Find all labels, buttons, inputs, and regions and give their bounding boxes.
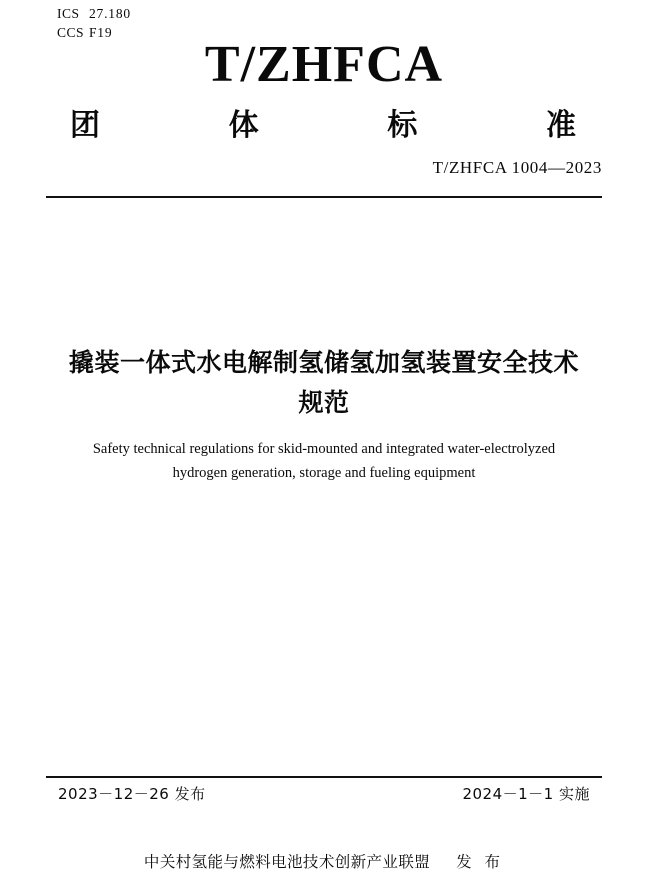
standard-number: T/ZHFCA 1004—2023	[432, 158, 602, 177]
ics-line	[57, 4, 131, 23]
issuer-name: 中关村氢能与燃料电池技术创新产业联盟	[143, 853, 431, 871]
release-date: 2023－12－26 发布	[58, 785, 206, 803]
classification-block	[57, 4, 131, 42]
ics-value: 27.180	[89, 6, 131, 21]
dates-row	[58, 783, 590, 804]
standard-type-char-2: 体	[228, 108, 261, 143]
ccs-label: CCS	[57, 25, 85, 40]
ccs-value: F19	[89, 25, 113, 40]
standard-type-char-4: 准	[545, 108, 578, 143]
issuer-action: 发 布	[456, 853, 505, 871]
standard-type-char-1: 团	[70, 108, 102, 143]
standard-type-label	[70, 100, 578, 144]
ics-label: ICS	[57, 6, 80, 21]
page-title: 撬装一体式水电解制氢储氢加氢装置安全技术规范	[68, 348, 579, 417]
header-divider	[46, 196, 602, 198]
page-title-english: Safety technical regulations for skid-mounted and integrated water-electrolyzed hydrogen generation, storage and fueling equipment	[92, 441, 556, 481]
standard-mark: T/ZHFCA	[204, 36, 444, 93]
issuer-row	[0, 850, 648, 872]
standard-type-char-3: 标	[387, 108, 420, 143]
implementation-date: 2024－1－1 实施	[462, 785, 590, 803]
footer-divider	[46, 776, 602, 778]
